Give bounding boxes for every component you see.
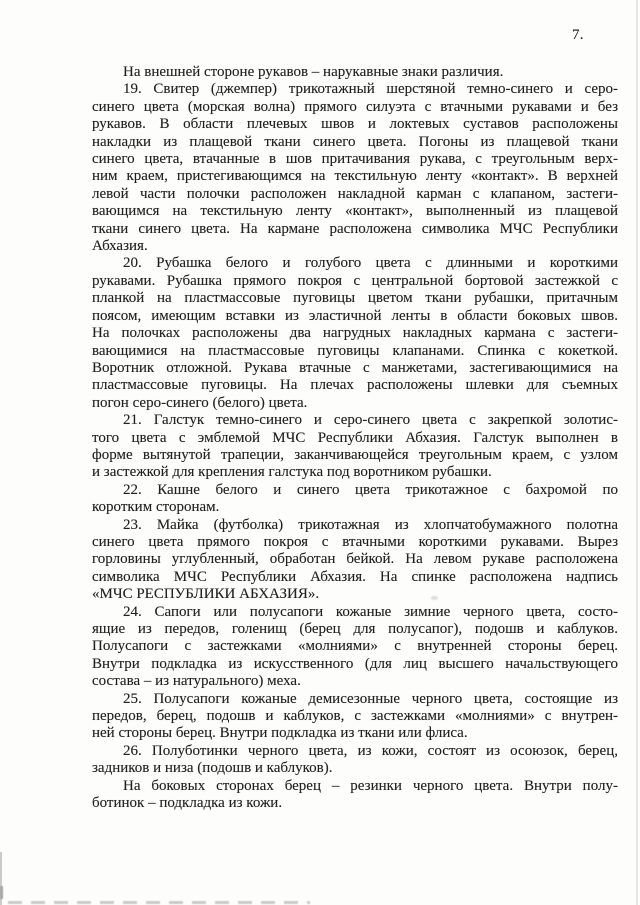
text-line: 23. Майка (футболка) трикотажная из хлопчатобумажного полотна <box>123 516 618 533</box>
scan-artifact-left-mark <box>0 886 3 899</box>
text-line: вающимися на пластмассовые пуговицы клапанами. Спинка с кокеткой. <box>92 342 618 359</box>
paragraph <box>92 81 618 255</box>
text-line: коротким сторонам. <box>92 499 220 516</box>
text-line: 20. Рубашка белого и голубого цвета с длинными и короткими <box>123 255 618 272</box>
paragraph <box>92 255 618 412</box>
text-line: Внутри подкладка из искусственного (для лиц высшего начальствующего <box>92 655 618 672</box>
paragraph <box>92 691 618 743</box>
text-line: синего цвета (морская волна) прямого силуэта с втачными рукавами и без <box>92 98 618 115</box>
scan-artifact-bottom-smudge <box>8 901 310 904</box>
document-body <box>92 64 618 812</box>
text-line: того цвета с эмблемой МЧС Республики Абхазия. Галстук выполнен в <box>92 429 618 446</box>
paragraph <box>92 482 618 517</box>
text-line: рукавами. Рубашка прямого покроя с центральной бортовой застежкой с <box>92 272 618 289</box>
text-line: На боковых сторонах берец – резинки черного цвета. Внутри полу- <box>123 777 618 794</box>
text-line: и застежкой для крепления галстука под воротником рубашки. <box>92 464 492 481</box>
paragraph <box>92 517 618 604</box>
text-line: левой части полочки расположен накладной карман с клапаном, застеги- <box>92 185 618 202</box>
text-line: состава – из натурального) меха. <box>92 673 301 690</box>
paragraph <box>92 778 618 813</box>
text-line: задников и низа (подошв и каблуков). <box>92 760 333 777</box>
text-line: погон серо-синего (белого) цвета. <box>92 394 308 411</box>
text-line: синего цвета, втачанные в шов притачивания рукава, с треугольным верх- <box>92 151 618 168</box>
text-line: синего цвета прямого покроя с втачными короткими рукавами. Вырез <box>92 533 618 550</box>
text-line: 19. Свитер (джемпер) трикотажный шерстяной темно-синего и серо- <box>123 81 618 98</box>
text-line: форме вытянутой трапеции, заканчивающейся треугольным краем, с узлом <box>92 446 618 463</box>
text-line: ткани синего цвета. На кармане расположена символика МЧС Республики <box>92 220 618 237</box>
text-line: На внешней стороне рукавов – нарукавные знаки различия. <box>123 64 504 80</box>
text-line: Абхазия. <box>92 238 148 255</box>
text-line: На полочках расположены два нагрудных накладных кармана с застеги- <box>92 325 618 342</box>
text-line: поясом, имеющим вставки из эластичной ленты в области боковых швов. <box>92 307 618 324</box>
text-line: «МЧС РЕСПУБЛИКИ АБХАЗИЯ». <box>92 586 320 603</box>
text-line: 22. Кашне белого и синего цвета трикотажное с бахромой по <box>123 481 618 498</box>
text-line: ним краем, пристегивающимся на текстильную ленту «контакт». В верхней <box>92 168 618 185</box>
text-line: горловины углубленный, обработан бейкой. На левом рукаве расположена <box>92 551 618 568</box>
scan-artifact-speck <box>431 596 438 600</box>
page-number: 7. <box>572 27 584 43</box>
text-line: вающимся на текстильную ленту «контакт», выполненный из плащевой <box>92 203 618 220</box>
text-line: ней стороны берец. Внутри подкладка из ткани или флиса. <box>92 725 468 742</box>
text-line: передов, берец, подошв и каблуков, с застежками «молниями» с внутрен- <box>92 708 618 725</box>
text-line: рукавов. В области плечевых швов и локтевых суставов расположены <box>92 116 618 133</box>
text-line: Воротник отложной. Рукава втачные с манжетами, застегивающимися на <box>92 359 618 376</box>
text-line: 21. Галстук темно-синего и серо-синего цвета с закрепкой золотис- <box>123 412 618 429</box>
paragraph <box>92 604 618 691</box>
paragraph <box>92 64 618 81</box>
text-line: планкой на пластмассовые пуговицы цветом ткани рубашки, притачным <box>92 290 618 307</box>
text-line: ботинок – подкладка из кожи. <box>92 795 283 812</box>
text-line: 24. Сапоги или полусапоги кожаные зимние черного цвета, состо- <box>123 603 618 620</box>
paragraph <box>92 743 618 778</box>
paragraph <box>92 412 618 482</box>
text-line: пластмассовые пуговицы. На плечах расположены шлевки для съемных <box>92 377 618 394</box>
text-line: накладки из плащевой ткани синего цвета. Погоны из плащевой ткани <box>92 133 618 150</box>
scan-artifact-right-edge <box>636 0 638 905</box>
text-line: 25. Полусапоги кожаные демисезонные черного цвета, состоящие из <box>123 690 618 707</box>
text-line: ящие из передов, голенищ (берец для полусапог), подошв и каблуков. <box>92 621 618 637</box>
text-line: Полусапоги с застежками «молниями» с внутренней стороны берец. <box>92 638 618 655</box>
text-line: 26. Полуботинки черного цвета, из кожи, состоят из осоюзок, берец, <box>123 742 618 759</box>
text-line: символика МЧС Республики Абхазия. На спинке расположена надпись <box>92 568 618 585</box>
